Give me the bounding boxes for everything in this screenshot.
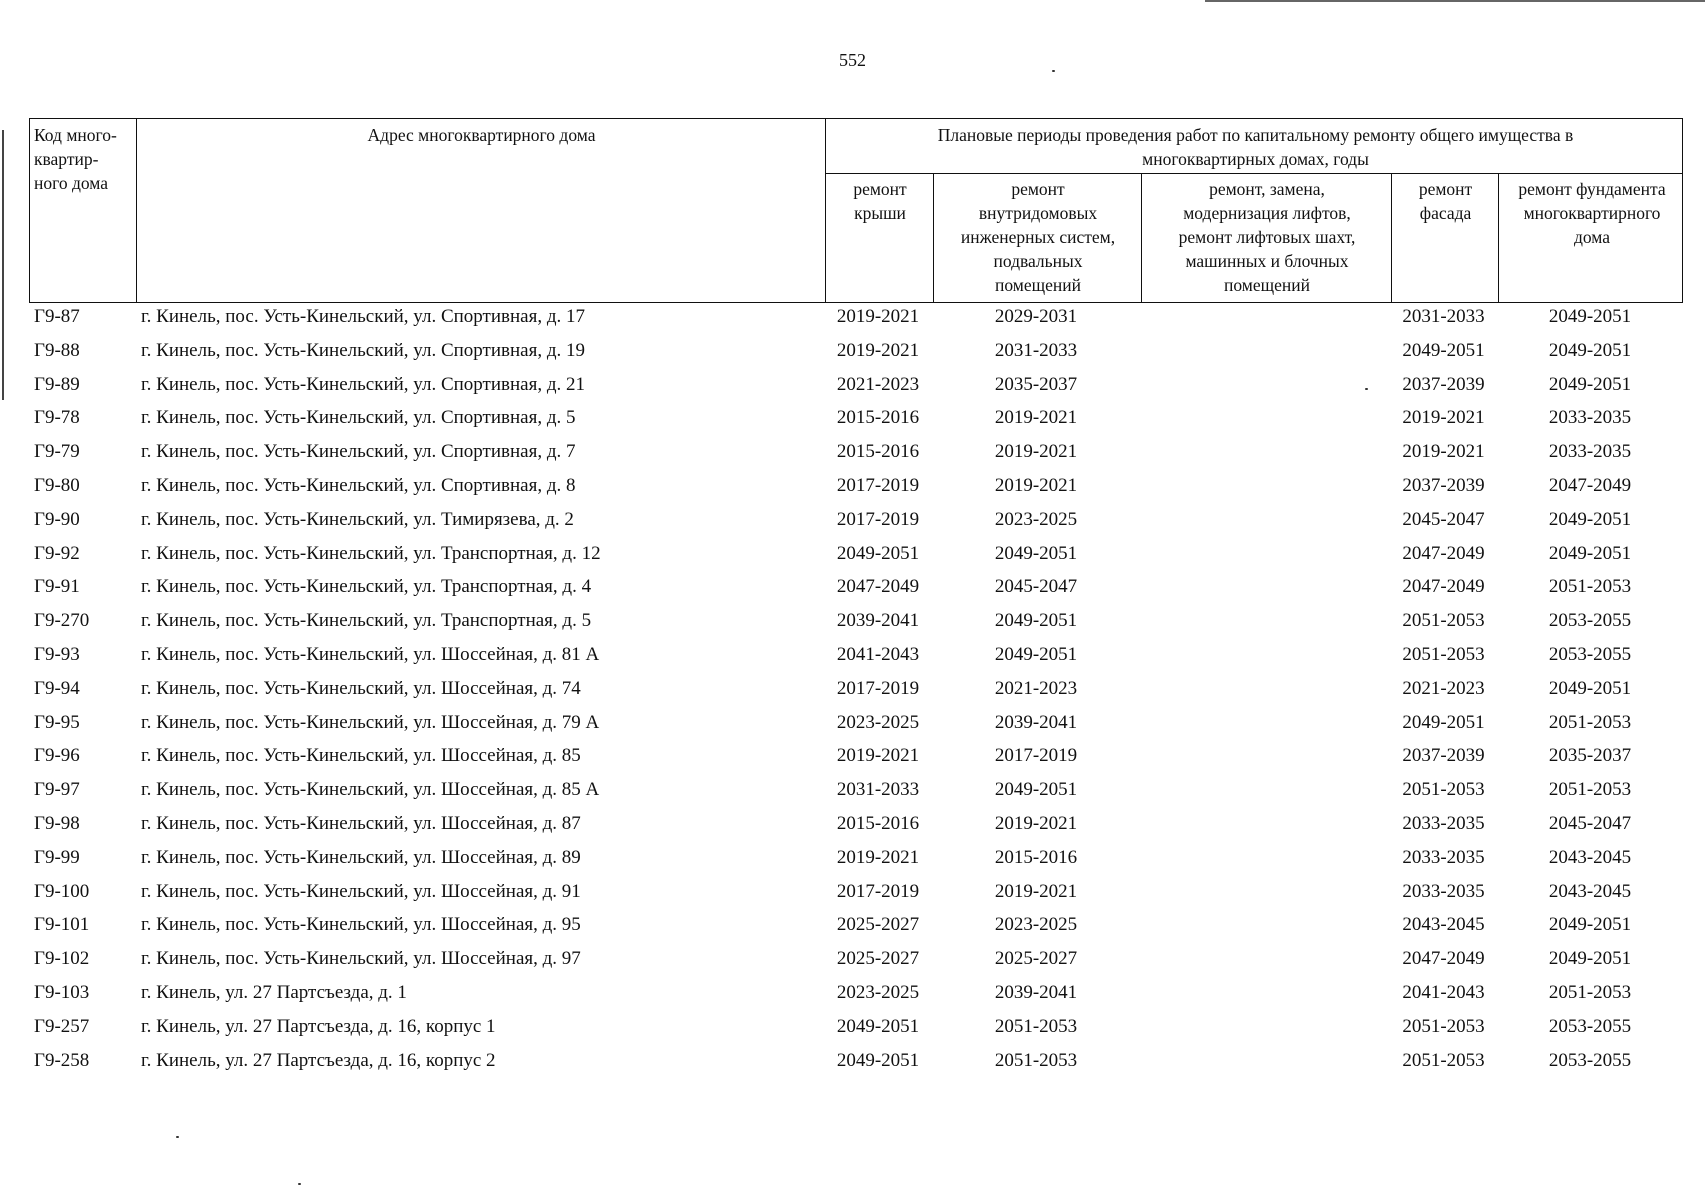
cell-roof: 2019-2021: [836, 846, 920, 868]
header-code: Код много- квартир- ного дома: [34, 125, 117, 193]
cell-code: Г9-101: [34, 914, 90, 936]
cell-systems: 2051-2053: [994, 1015, 1078, 1037]
cell-address: г. Кинель, пос. Усть-Кинельский, ул. Шоссейная, д. 74: [141, 677, 581, 699]
table-row: [29, 506, 1683, 540]
cell-systems: 2023-2025: [994, 914, 1078, 936]
cell-roof: 2019-2021: [836, 339, 920, 361]
cell-address: г. Кинель, пос. Усть-Кинельский, ул. Транспортная, д. 12: [141, 542, 601, 564]
table-row: [29, 573, 1683, 607]
cell-roof: 2025-2027: [836, 914, 920, 936]
cell-facade: 2051-2053: [1402, 644, 1485, 665]
cell-code: Г9-270: [34, 610, 90, 632]
cell-address: г. Кинель, пос. Усть-Кинельский, ул. Шоссейная, д. 85: [141, 745, 581, 767]
cell-facade: 2041-2043: [1402, 982, 1485, 1003]
cell-facade: 2045-2047: [1402, 508, 1485, 530]
cell-code: Г9-88: [34, 339, 80, 361]
scan-speck: [176, 1136, 179, 1138]
cell-foundation: 2051-2053: [1548, 576, 1632, 598]
cell-systems: 2029-2031: [994, 306, 1078, 327]
cell-code: Г9-87: [34, 306, 80, 327]
cell-systems: 2045-2047: [994, 576, 1078, 598]
cell-code: Г9-102: [34, 948, 90, 970]
table-row: [29, 742, 1683, 776]
cell-roof: 2049-2051: [836, 542, 920, 564]
cell-facade: 2051-2053: [1402, 1015, 1485, 1037]
cell-facade: 2051-2053: [1402, 610, 1485, 632]
cell-address: г. Кинель, пос. Усть-Кинельский, ул. Тимирязева, д. 2: [141, 508, 574, 530]
header-periods: Плановые периоды проведения работ по капитальному ремонту общего имущества в многоквартирных домах, годы: [937, 125, 1574, 169]
cell-code: Г9-92: [34, 542, 80, 564]
cell-foundation: 2043-2045: [1548, 880, 1632, 902]
cell-roof: 2047-2049: [836, 576, 920, 598]
cell-foundation: 2049-2051: [1548, 508, 1632, 530]
cell-systems: 2049-2051: [994, 644, 1078, 665]
scan-speck: [1365, 388, 1368, 390]
cell-facade: 2019-2021: [1402, 407, 1485, 429]
cell-code: Г9-79: [34, 441, 80, 463]
header-divider-systems: [1141, 173, 1142, 302]
cell-foundation: 2049-2051: [1548, 373, 1632, 395]
cell-address: г. Кинель, пос. Усть-Кинельский, ул. Шоссейная, д. 97: [141, 948, 581, 970]
table-row: [29, 540, 1683, 574]
cell-roof: 2017-2019: [836, 475, 920, 496]
cell-roof: 2017-2019: [836, 508, 920, 530]
table-row: [29, 607, 1683, 641]
cell-roof: 2031-2033: [836, 779, 920, 801]
cell-facade: 2047-2049: [1402, 542, 1485, 564]
table-row: [29, 1013, 1683, 1047]
cell-foundation: 2053-2055: [1548, 610, 1632, 632]
header-systems: ремонт внутридомовых инженерных систем, подвальных помещений: [960, 179, 1116, 295]
cell-address: г. Кинель, пос. Усть-Кинельский, ул. Спортивная, д. 7: [141, 441, 576, 463]
cell-code: Г9-93: [34, 644, 80, 665]
cell-foundation: 2049-2051: [1548, 677, 1632, 699]
cell-roof: 2041-2043: [836, 644, 920, 665]
table-row: [29, 438, 1683, 472]
cell-systems: 2023-2025: [994, 508, 1078, 530]
table-row: [29, 641, 1683, 675]
header-divider-periods: [825, 173, 1682, 174]
header-foundation: ремонт фундамента многоквартирного дома: [1518, 179, 1666, 247]
cell-facade: 2047-2049: [1402, 576, 1485, 598]
cell-roof: 2049-2051: [836, 1015, 920, 1037]
cell-code: Г9-257: [34, 1015, 90, 1037]
cell-code: Г9-258: [34, 1049, 90, 1071]
cell-code: Г9-99: [34, 846, 80, 868]
cell-code: Г9-91: [34, 576, 80, 598]
cell-address: г. Кинель, пос. Усть-Кинельский, ул. Транспортная, д. 4: [141, 576, 592, 598]
cell-systems: 2049-2051: [994, 779, 1078, 801]
table-row: [29, 878, 1683, 912]
cell-foundation: 2053-2055: [1548, 1015, 1632, 1037]
header-divider-code: [136, 119, 137, 302]
cell-address: г. Кинель, ул. 27 Партсъезда, д. 16, корпус 2: [141, 1049, 496, 1071]
cell-address: г. Кинель, ул. 27 Партсъезда, д. 16, корпус 1: [141, 1015, 496, 1037]
cell-address: г. Кинель, пос. Усть-Кинельский, ул. Шоссейная, д. 85 А: [141, 779, 600, 801]
cell-facade: 2021-2023: [1402, 677, 1485, 699]
cell-systems: 2015-2016: [994, 846, 1078, 868]
cell-systems: 2031-2033: [994, 339, 1078, 361]
table-row: [29, 844, 1683, 878]
table-row: [29, 810, 1683, 844]
cell-foundation: 2051-2053: [1548, 711, 1632, 733]
cell-code: Г9-103: [34, 982, 90, 1003]
cell-address: г. Кинель, пос. Усть-Кинельский, ул. Шоссейная, д. 81 А: [141, 644, 600, 665]
cell-facade: 2043-2045: [1402, 914, 1485, 936]
table-row: [29, 709, 1683, 743]
cell-roof: 2039-2041: [836, 610, 920, 632]
cell-systems: 2019-2021: [994, 441, 1078, 463]
cell-facade: 2037-2039: [1402, 745, 1485, 767]
cell-roof: 2049-2051: [836, 1049, 920, 1071]
cell-address: г. Кинель, пос. Усть-Кинельский, ул. Спортивная, д. 17: [141, 306, 585, 327]
cell-roof: 2023-2025: [836, 711, 920, 733]
cell-systems: 2017-2019: [994, 745, 1078, 767]
cell-code: Г9-80: [34, 475, 80, 496]
cell-roof: 2015-2016: [836, 441, 920, 463]
cell-foundation: 2033-2035: [1548, 441, 1632, 463]
cell-code: Г9-98: [34, 813, 80, 834]
cell-systems: 2019-2021: [994, 880, 1078, 902]
cell-roof: 2021-2023: [836, 373, 920, 395]
cell-facade: 2049-2051: [1402, 339, 1485, 361]
cell-address: г. Кинель, пос. Усть-Кинельский, ул. Шоссейная, д. 95: [141, 914, 581, 936]
cell-code: Г9-89: [34, 373, 80, 395]
scan-top-rule: [1205, 0, 1705, 2]
header-facade: ремонт фасада: [1418, 179, 1473, 223]
cell-code: Г9-95: [34, 711, 80, 733]
cell-foundation: 2053-2055: [1548, 1049, 1632, 1071]
cell-foundation: 2053-2055: [1548, 644, 1632, 665]
cell-facade: 2047-2049: [1402, 948, 1485, 970]
cell-roof: 2017-2019: [836, 677, 920, 699]
cell-address: г. Кинель, пос. Усть-Кинельский, ул. Шоссейная, д. 79 А: [141, 711, 600, 733]
header-divider-address: [825, 119, 826, 302]
cell-facade: 2033-2035: [1402, 846, 1485, 868]
cell-foundation: 2049-2051: [1548, 948, 1632, 970]
cell-roof: 2015-2016: [836, 813, 920, 834]
table-row: [29, 1047, 1683, 1081]
header-address: Адрес многоквартирного дома: [367, 125, 596, 145]
cell-code: Г9-97: [34, 779, 80, 801]
cell-foundation: 2033-2035: [1548, 407, 1632, 429]
cell-systems: 2019-2021: [994, 407, 1078, 429]
cell-systems: 2019-2021: [994, 813, 1078, 834]
table-row: [29, 337, 1683, 371]
table-row: [29, 776, 1683, 810]
table-row: [29, 911, 1683, 945]
cell-facade: 2031-2033: [1402, 306, 1485, 327]
cell-foundation: 2043-2045: [1548, 846, 1632, 868]
cell-facade: 2033-2035: [1402, 813, 1485, 834]
cell-systems: 2049-2051: [994, 542, 1078, 564]
cell-facade: 2051-2053: [1402, 779, 1485, 801]
cell-systems: 2051-2053: [994, 1049, 1078, 1071]
table-header: [29, 118, 1683, 303]
scan-speck: [1052, 70, 1055, 72]
header-divider-roof: [933, 173, 934, 302]
cell-address: г. Кинель, пос. Усть-Кинельский, ул. Шоссейная, д. 91: [141, 880, 581, 902]
cell-facade: 2037-2039: [1402, 475, 1485, 496]
cell-foundation: 2049-2051: [1548, 306, 1632, 327]
cell-address: г. Кинель, пос. Усть-Кинельский, ул. Транспортная, д. 5: [141, 610, 592, 632]
cell-facade: 2037-2039: [1402, 373, 1485, 395]
cell-foundation: 2047-2049: [1548, 475, 1632, 496]
cell-systems: 2021-2023: [994, 677, 1078, 699]
table-row: [29, 945, 1683, 979]
cell-foundation: 2035-2037: [1548, 745, 1632, 767]
cell-code: Г9-96: [34, 745, 80, 767]
cell-roof: 2025-2027: [836, 948, 920, 970]
cell-systems: 2049-2051: [994, 610, 1078, 632]
header-divider-lifts: [1391, 173, 1392, 302]
cell-address: г. Кинель, пос. Усть-Кинельский, ул. Спортивная, д. 19: [141, 339, 585, 361]
table-row: [29, 303, 1683, 337]
cell-roof: 2019-2021: [836, 306, 920, 327]
scan-left-edge: [2, 130, 4, 400]
cell-roof: 2019-2021: [836, 745, 920, 767]
cell-code: Г9-90: [34, 508, 80, 530]
cell-foundation: 2049-2051: [1548, 542, 1632, 564]
cell-address: г. Кинель, пос. Усть-Кинельский, ул. Спортивная, д. 8: [141, 475, 576, 496]
cell-roof: 2015-2016: [836, 407, 920, 429]
cell-roof: 2017-2019: [836, 880, 920, 902]
cell-address: г. Кинель, ул. 27 Партсъезда, д. 1: [141, 982, 407, 1003]
cell-systems: 2039-2041: [994, 982, 1078, 1003]
header-divider-facade: [1498, 173, 1499, 302]
cell-facade: 2033-2035: [1402, 880, 1485, 902]
page-number: 552: [839, 50, 866, 70]
cell-address: г. Кинель, пос. Усть-Кинельский, ул. Шоссейная, д. 89: [141, 846, 581, 868]
cell-facade: 2049-2051: [1402, 711, 1485, 733]
header-roof: ремонт крыши: [853, 179, 907, 223]
cell-facade: 2051-2053: [1402, 1049, 1485, 1071]
cell-code: Г9-100: [34, 880, 90, 902]
cell-roof: 2023-2025: [836, 982, 920, 1003]
table-row: [29, 404, 1683, 438]
header-lifts: ремонт, замена, модернизация лифтов, ремонт лифтовых шахт, машинных и блочных помещений: [1178, 179, 1356, 295]
cell-foundation: 2049-2051: [1548, 914, 1632, 936]
cell-facade: 2019-2021: [1402, 441, 1485, 463]
cell-code: Г9-78: [34, 407, 80, 429]
cell-foundation: 2051-2053: [1548, 982, 1632, 1003]
scan-speck: [298, 1183, 301, 1185]
cell-systems: 2039-2041: [994, 711, 1078, 733]
cell-systems: 2019-2021: [994, 475, 1078, 496]
cell-code: Г9-94: [34, 677, 80, 699]
cell-foundation: 2051-2053: [1548, 779, 1632, 801]
cell-systems: 2035-2037: [994, 373, 1078, 395]
table-row: [29, 371, 1683, 405]
cell-systems: 2025-2027: [994, 948, 1078, 970]
cell-address: г. Кинель, пос. Усть-Кинельский, ул. Шоссейная, д. 87: [141, 813, 581, 834]
cell-address: г. Кинель, пос. Усть-Кинельский, ул. Спортивная, д. 5: [141, 407, 576, 429]
cell-address: г. Кинель, пос. Усть-Кинельский, ул. Спортивная, д. 21: [141, 373, 585, 395]
table-row: [29, 675, 1683, 709]
cell-foundation: 2045-2047: [1548, 813, 1632, 834]
table-row: [29, 472, 1683, 506]
cell-foundation: 2049-2051: [1548, 339, 1632, 361]
table-row: [29, 979, 1683, 1013]
